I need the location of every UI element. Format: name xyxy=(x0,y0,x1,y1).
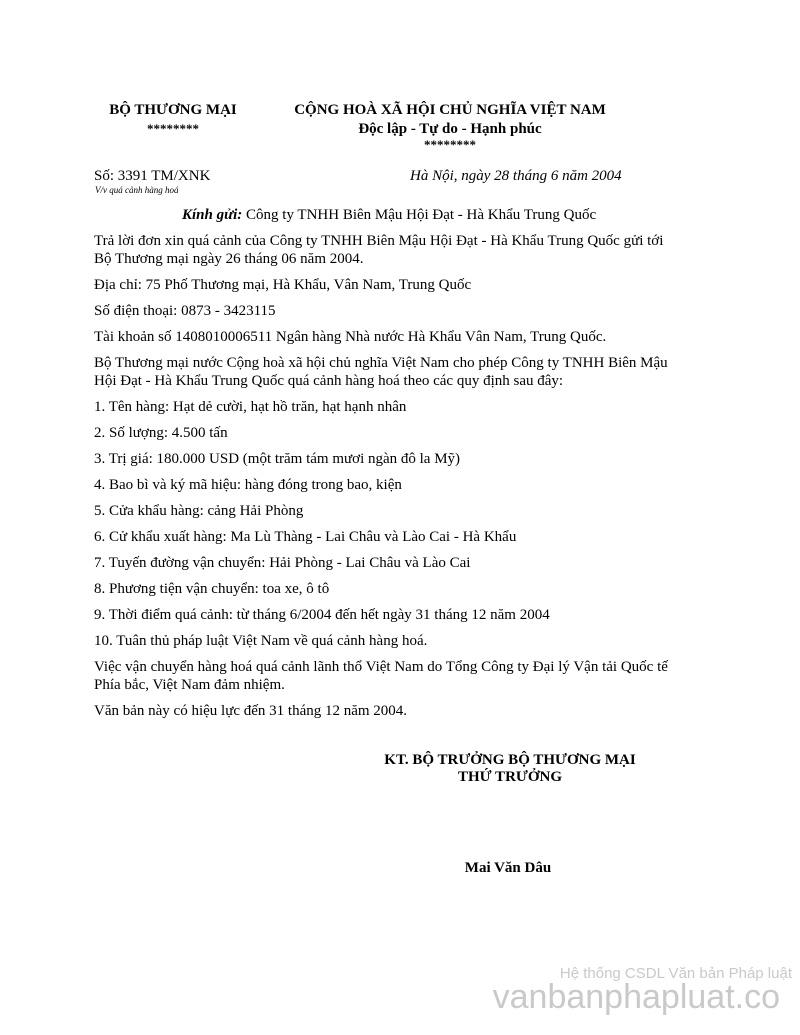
recipient xyxy=(182,206,596,225)
national-motto: Độc lập - Tự do - Hạnh phúc xyxy=(358,121,542,137)
condition-item: 3. Trị giá: 180.000 USD (một trăm tám mươi ngàn đô la Mỹ) xyxy=(94,451,461,467)
condition-item: 6. Cử khẩu xuất hàng: Ma Lù Thàng - Lai Châu và Lào Cai - Hà Khẩu xyxy=(94,529,517,545)
place-date: Hà Nội, ngày 28 tháng 6 năm 2004 xyxy=(410,168,622,184)
permit-line-1: Bộ Thương mại nước Cộng hoà xã hội chủ nghĩa Việt Nam cho phép Công ty TNHH Biên Mậu xyxy=(94,355,668,371)
transport-line-1: Việc vận chuyển hàng hoá quá cảnh lãnh thổ Việt Nam do Tổng Công ty Đại lý Vận tải Quốc tế xyxy=(94,659,668,675)
condition-item: 5. Cửa khẩu hàng: cảng Hải Phòng xyxy=(94,503,304,519)
signature-position: THỨ TRƯỞNG xyxy=(457,769,563,785)
condition-item: 7. Tuyến đường vận chuyển: Hải Phòng - Lai Châu và Lào Cai xyxy=(94,555,471,571)
condition-item: 1. Tên hàng: Hạt dẻ cười, hạt hồ trăn, hạt hạnh nhân xyxy=(94,399,407,415)
validity: Văn bản này có hiệu lực đến 31 tháng 12 năm 2004. xyxy=(94,703,408,719)
account: Tài khoản số 1408010006511 Ngân hàng Nhà nước Hà Khẩu Vân Nam, Trung Quốc. xyxy=(94,329,607,345)
condition-item: 9. Thời điểm quá cảnh: từ tháng 6/2004 đến hết ngày 31 tháng 12 năm 2004 xyxy=(94,607,550,623)
watermark-site: vanbanphapluat.co xyxy=(492,978,780,1016)
condition-item: 2. Số lượng: 4.500 tấn xyxy=(94,425,228,441)
phone: Số điện thoại: 0873 - 3423115 xyxy=(94,303,276,319)
signature-title: KT. BỘ TRƯỞNG BỘ THƯƠNG MẠI xyxy=(384,752,636,768)
permit-line-2: Hội Đạt - Hà Khẩu Trung Quốc quá cảnh hàng hoá theo các quy định sau đây: xyxy=(94,373,564,389)
intro-line-2: Bộ Thương mại ngày 26 tháng 06 năm 2004. xyxy=(94,251,364,267)
condition-item: 8. Phương tiện vận chuyển: toa xe, ô tô xyxy=(94,581,330,597)
document-number: Số: 3391 TM/XNK xyxy=(94,168,211,184)
condition-item: 10. Tuân thủ pháp luật Việt Nam về quá cảnh hàng hoá. xyxy=(94,633,428,649)
signer-name: Mai Văn Dâu xyxy=(464,860,552,876)
transport-line-2: Phía bắc, Việt Nam đảm nhiệm. xyxy=(94,677,285,693)
document-subject: V/v quá cảnh hàng hoá xyxy=(95,185,179,195)
recipient-name: Công ty TNHH Biên Mậu Hội Đạt - Hà Khẩu Trung Quốc xyxy=(246,207,597,223)
country-name: CỘNG HOÀ XÃ HỘI CHỦ NGHĨA VIỆT NAM xyxy=(294,102,606,118)
ministry-separator: ******** xyxy=(147,121,199,136)
recipient-label: Kính gửi: xyxy=(182,207,243,223)
intro-line-1: Trả lời đơn xin quá cảnh của Công ty TNHH Biên Mậu Hội Đạt - Hà Khẩu Trung Quốc gửi tới xyxy=(94,233,664,249)
motto-separator: ******** xyxy=(424,137,476,152)
condition-item: 4. Bao bì và ký mã hiệu: hàng đóng trong bao, kiện xyxy=(94,477,402,493)
address: Địa chỉ: 75 Phố Thương mại, Hà Khẩu, Vân Nam, Trung Quốc xyxy=(94,277,472,293)
watermark-caption: Hệ thống CSDL Văn bản Pháp luật xyxy=(559,965,792,982)
ministry-name: BỘ THƯƠNG MẠI xyxy=(109,102,237,118)
